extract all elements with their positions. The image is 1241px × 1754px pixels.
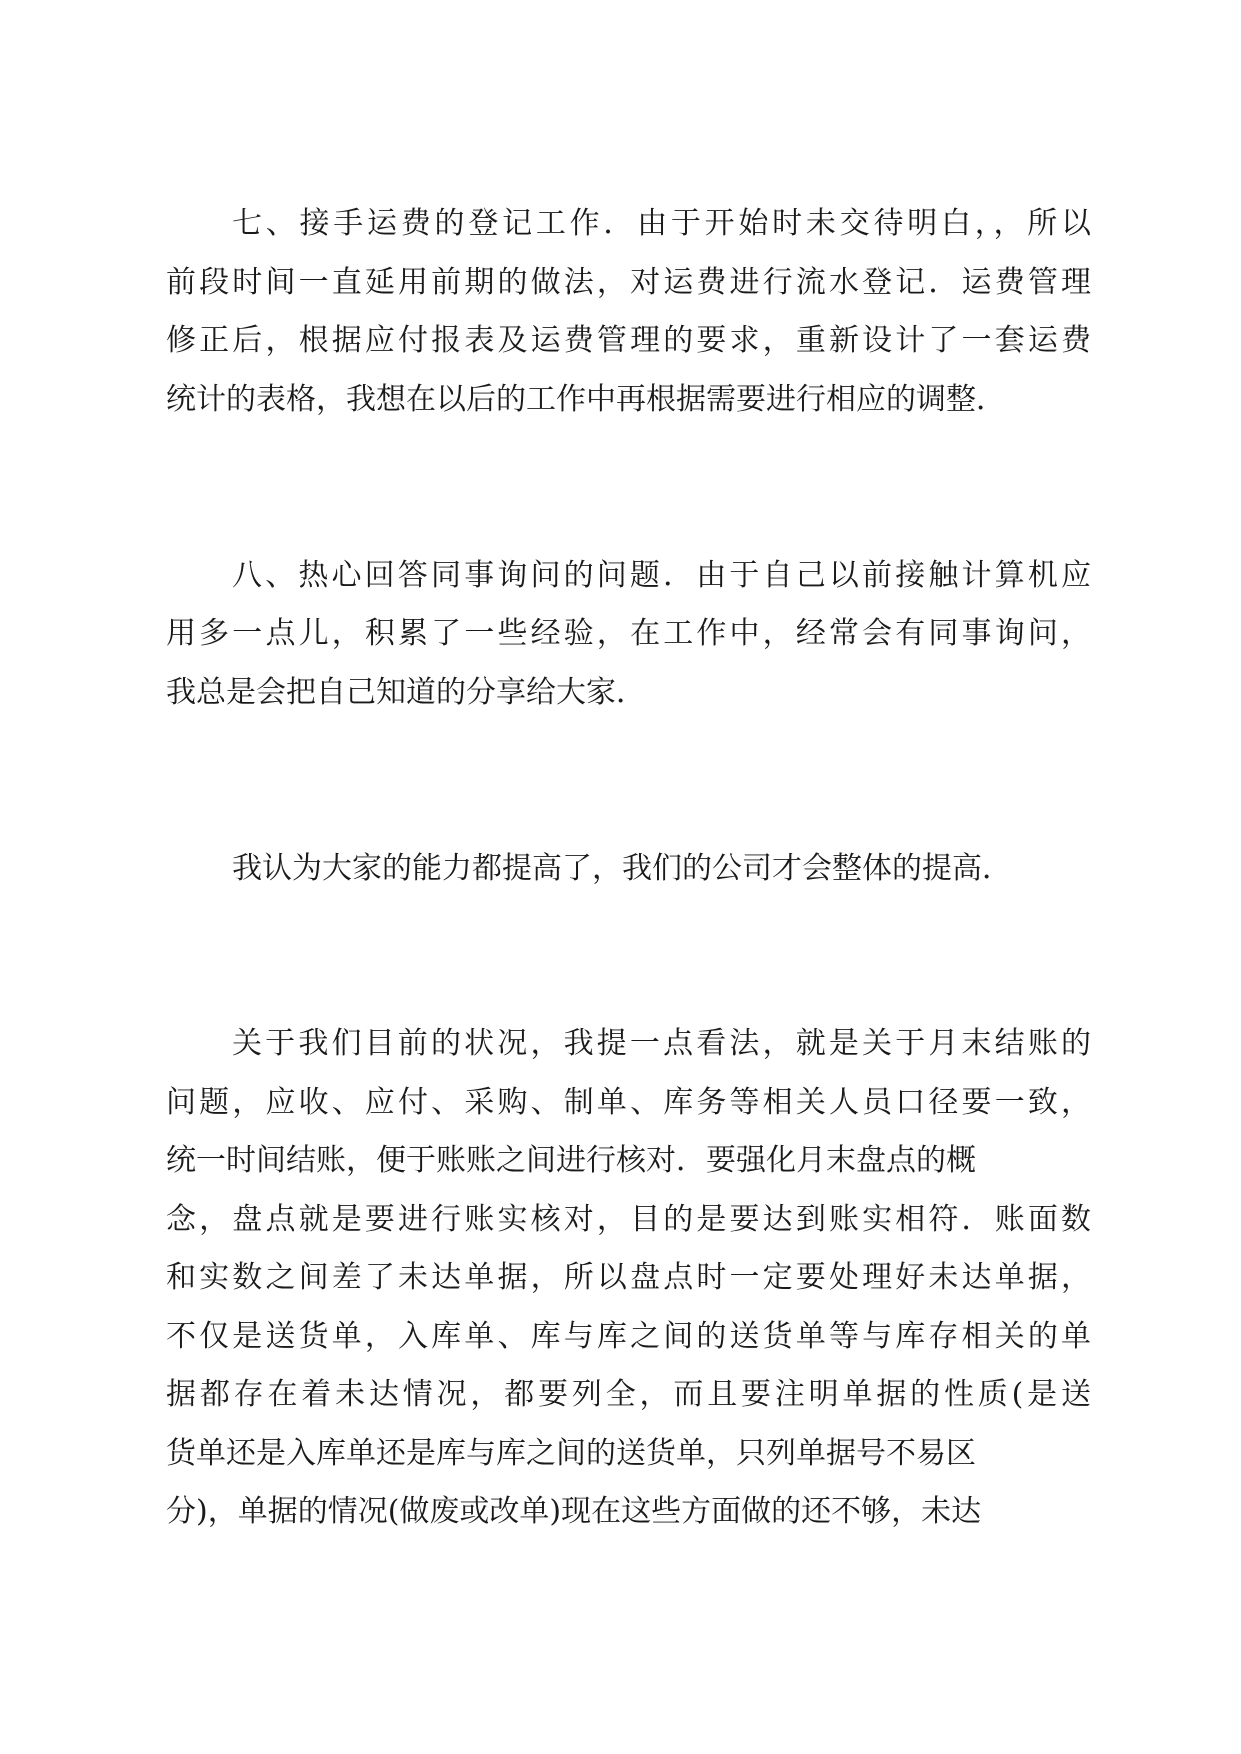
paragraph-7-line-4: 统计的表格，我想在以后的工作中再根据需要进行相应的调整． xyxy=(166,382,1006,417)
paragraph-7-line-1: 七、接手运费的登记工作．由于开始时未交待明白，，所以 xyxy=(232,206,1091,241)
paragraph-7-line-2: 前段时间一直延用前期的做法，对运费进行流水登记．运费管理 xyxy=(166,265,1091,300)
paragraph-7-line-3: 修正后，根据应付报表及运费管理的要求，重新设计了一套运费 xyxy=(166,323,1091,358)
paragraph-10-line-1: 关于我们目前的状况，我提一点看法，就是关于月末结账的 xyxy=(232,1026,1091,1061)
paragraph-9-line-1: 我认为大家的能力都提高了，我们的公司才会整体的提高． xyxy=(232,851,1012,886)
paragraph-10-line-2: 问题，应收、应付、采购、制单、库务等相关人员口径要一致， xyxy=(166,1085,1091,1120)
paragraph-10-line-7: 据都存在着未达情况，都要列全，而且要注明单据的性质(是送 xyxy=(166,1377,1091,1412)
paragraph-10-line-6: 不仅是送货单，入库单、库与库之间的送货单等与库存相关的单 xyxy=(166,1319,1091,1354)
paragraph-10-line-5: 和实数之间差了未达单据，所以盘点时一定要处理好未达单据， xyxy=(166,1260,1091,1295)
paragraph-10-line-3: 统一时间结账，便于账账之间进行核对．要强化月末盘点的概 xyxy=(166,1143,976,1178)
paragraph-8-line-2: 用多一点儿，积累了一些经验，在工作中，经常会有同事询问， xyxy=(166,616,1091,651)
paragraph-8-line-1: 八、热心回答同事询问的问题．由于自己以前接触计算机应 xyxy=(232,558,1091,593)
paragraph-8-line-3: 我总是会把自己知道的分享给大家． xyxy=(166,675,646,710)
paragraph-10-line-8: 货单还是入库单还是库与库之间的送货单，只列单据号不易区 xyxy=(166,1436,976,1471)
paragraph-10-line-4: 念，盘点就是要进行账实核对，目的是要达到账实相符．账面数 xyxy=(166,1202,1091,1237)
paragraph-10-line-9: 分)，单据的情况(做废或改单)现在这些方面做的还不够，未达 xyxy=(166,1494,982,1529)
